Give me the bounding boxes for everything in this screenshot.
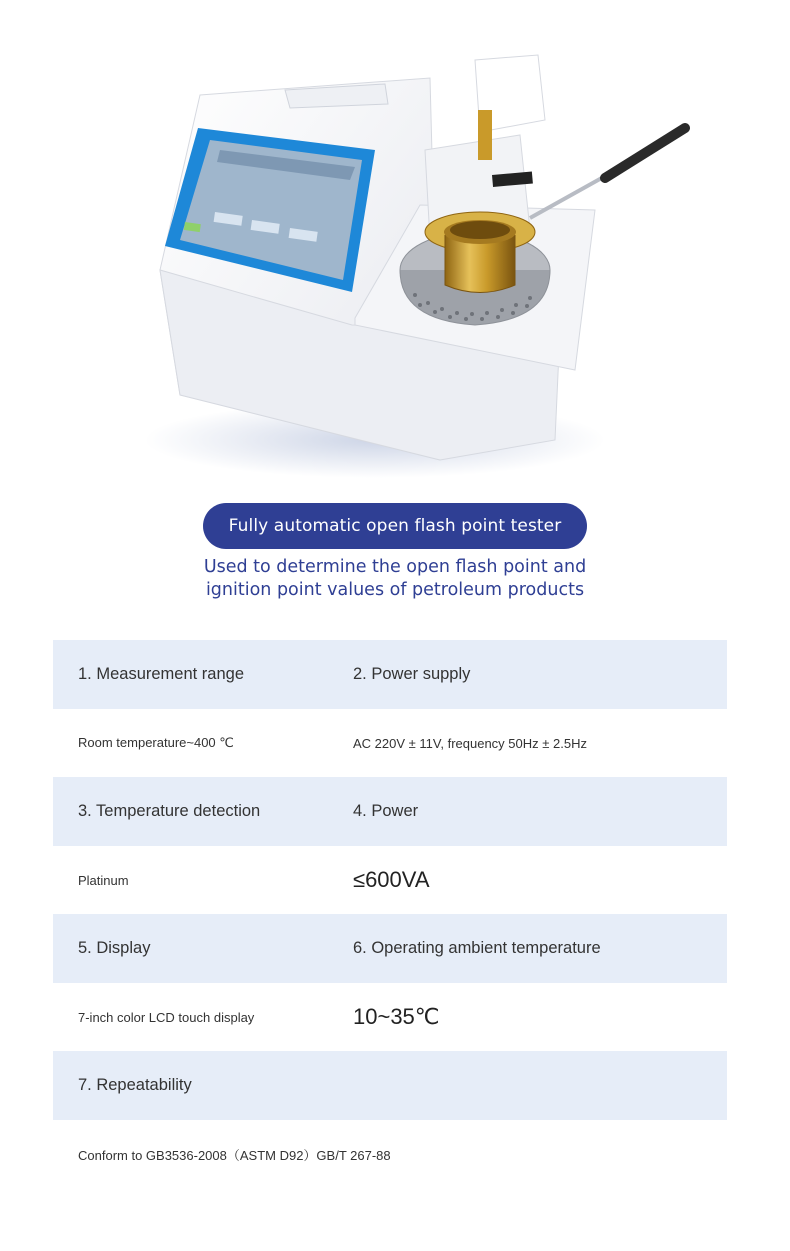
spec-label: 5. Display bbox=[78, 939, 151, 957]
spec-value: AC 220V ± 11V, frequency 50Hz ± 2.5Hz bbox=[353, 735, 587, 751]
spec-value: Platinum bbox=[78, 872, 129, 888]
spec-header-row bbox=[53, 777, 727, 846]
spec-label: 1. Measurement range bbox=[78, 665, 245, 683]
product-subtitle bbox=[100, 556, 690, 602]
spec-header-row bbox=[53, 1051, 727, 1120]
spec-value-row bbox=[53, 846, 727, 914]
spec-value: Room temperature~400 ℃ bbox=[78, 735, 234, 750]
product-image bbox=[0, 0, 790, 495]
product-title: Fully automatic open flash point tester bbox=[228, 516, 562, 536]
spec-label: 6. Operating ambient temperature bbox=[353, 939, 601, 957]
subtitle-line-2: ignition point values of petroleum products bbox=[205, 580, 585, 600]
spec-value-row bbox=[53, 1120, 727, 1188]
flash-point-tester-device-icon bbox=[0, 0, 790, 495]
spec-value-row bbox=[53, 983, 727, 1051]
subtitle-line-1: Used to determine the open flash point and bbox=[203, 557, 587, 577]
spec-header-row bbox=[53, 640, 727, 709]
spec-value: 10~35℃ bbox=[353, 1004, 440, 1029]
spec-table bbox=[53, 640, 727, 1188]
spec-label: 7. Repeatability bbox=[78, 1076, 192, 1094]
product-title-badge bbox=[203, 503, 587, 549]
spec-value: Conform to GB3536-2008（ASTM D92）GB/T 267-88 bbox=[78, 1147, 391, 1163]
spec-label: 2. Power supply bbox=[353, 665, 471, 683]
spec-label: 3. Temperature detection bbox=[78, 802, 261, 820]
spec-value: 7-inch color LCD touch display bbox=[78, 1009, 255, 1025]
spec-label: 4. Power bbox=[353, 802, 419, 820]
spec-value: ≤600VA bbox=[353, 867, 430, 892]
spec-value-row bbox=[53, 709, 727, 777]
spec-header-row bbox=[53, 914, 727, 983]
